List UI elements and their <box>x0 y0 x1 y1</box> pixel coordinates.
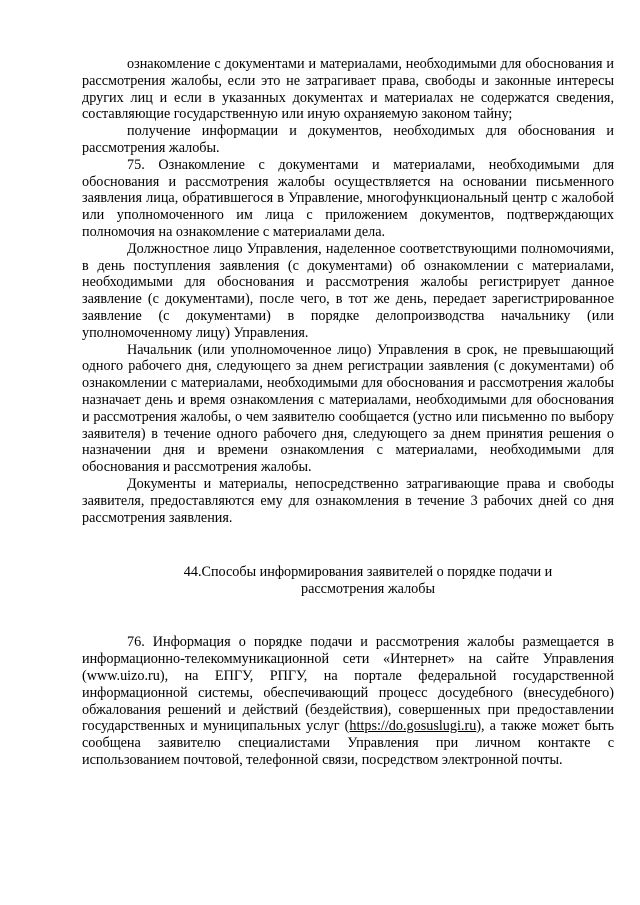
paragraph-obtaining-info: получение информации и документов, необходимых для обоснования и рассмотрения жалобы. <box>82 123 614 156</box>
paragraph-head: Начальник (или уполномоченное лицо) Управления в срок, не превышающий одного рабочего дня, следующего за днем регистрации заявления (с документами) об ознакомлении с материалами, необходимыми для обоснования и рассмотрения жалобы назначает день и время ознакомления с материалами, необходимыми для обоснования и рассмотрения жалобы, о чем заявителю сообщается (устно или письменно по выбору заявителя) в течение одного рабочего дня, следующего за днем принятия решения о назначении дня и времени ознакомления с материалами, необходимыми для обоснования и рассмотрения жалобы. <box>82 341 614 476</box>
paragraph-75: 75. Ознакомление с документами и материалами, необходимыми для обоснования и рассмотрения жалобы осуществляется на основании письменного заявления лица, обратившегося в Управление, многофункциональный центр с жалобой или уполномоченного им лица с приложением документов, подтверждающих полномочия на ознакомление с материалами дела. <box>82 156 614 240</box>
paragraph-76 <box>82 634 614 768</box>
section-heading-line-2: рассмотрения жалобы <box>300 581 436 598</box>
document-page <box>82 56 614 769</box>
paragraph-documents: Документы и материалы, непосредственно затрагивающие права и свободы заявителя, предоставляются ему для ознакомления в течение 3 рабочих дней со дня рассмотрения заявления. <box>82 475 614 526</box>
section-heading-line-1: 44.Способы информирования заявителей о порядке подачи и <box>183 564 553 581</box>
section-heading <box>82 564 614 598</box>
paragraph-76-text-before: 76. Информация о порядке подачи и рассмотрения жалобы размещается в информационно-телекоммуникационной сети «Интернет» на сайте Управления (www.uizo.ru), на ЕПГУ, РПГУ, на портале федеральной государственной информационной системы, обеспечивающий процесс досудебного (внесудебного) обжалования решений и действий (бездействия), совершенных при предоставлении государственных и муниципальных услуг ( <box>82 634 614 735</box>
paragraph-76-text-after: ), а также может быть сообщена заявителю специалистами Управления при личном контакте с использованием почтовой, телефонной связи, посредством электронной почты. <box>82 718 615 768</box>
paragraph-familiarization: ознакомление с документами и материалами, необходимыми для обоснования и рассмотрения жалобы, если это не затрагивает права, свободы и законные интересы других лиц и если в указанных документах и материалах не содержатся сведения, составляющие государственную или иную охраняемую законом тайну; <box>82 56 614 123</box>
paragraph-official: Должностное лицо Управления, наделенное соответствующими полномочиями, в день поступления заявления (с документами) об ознакомлении с материалами, необходимыми для обоснования и рассмотрения жалобы регистрирует данное заявление (с документами), после чего, в тот же день, передает зарегистрированное заявление (с документами) в порядке делопроизводства начальнику (или уполномоченному лицу) Управления. <box>82 240 614 341</box>
gosuslugi-link[interactable]: https://do.gosuslugi.ru <box>349 718 477 735</box>
